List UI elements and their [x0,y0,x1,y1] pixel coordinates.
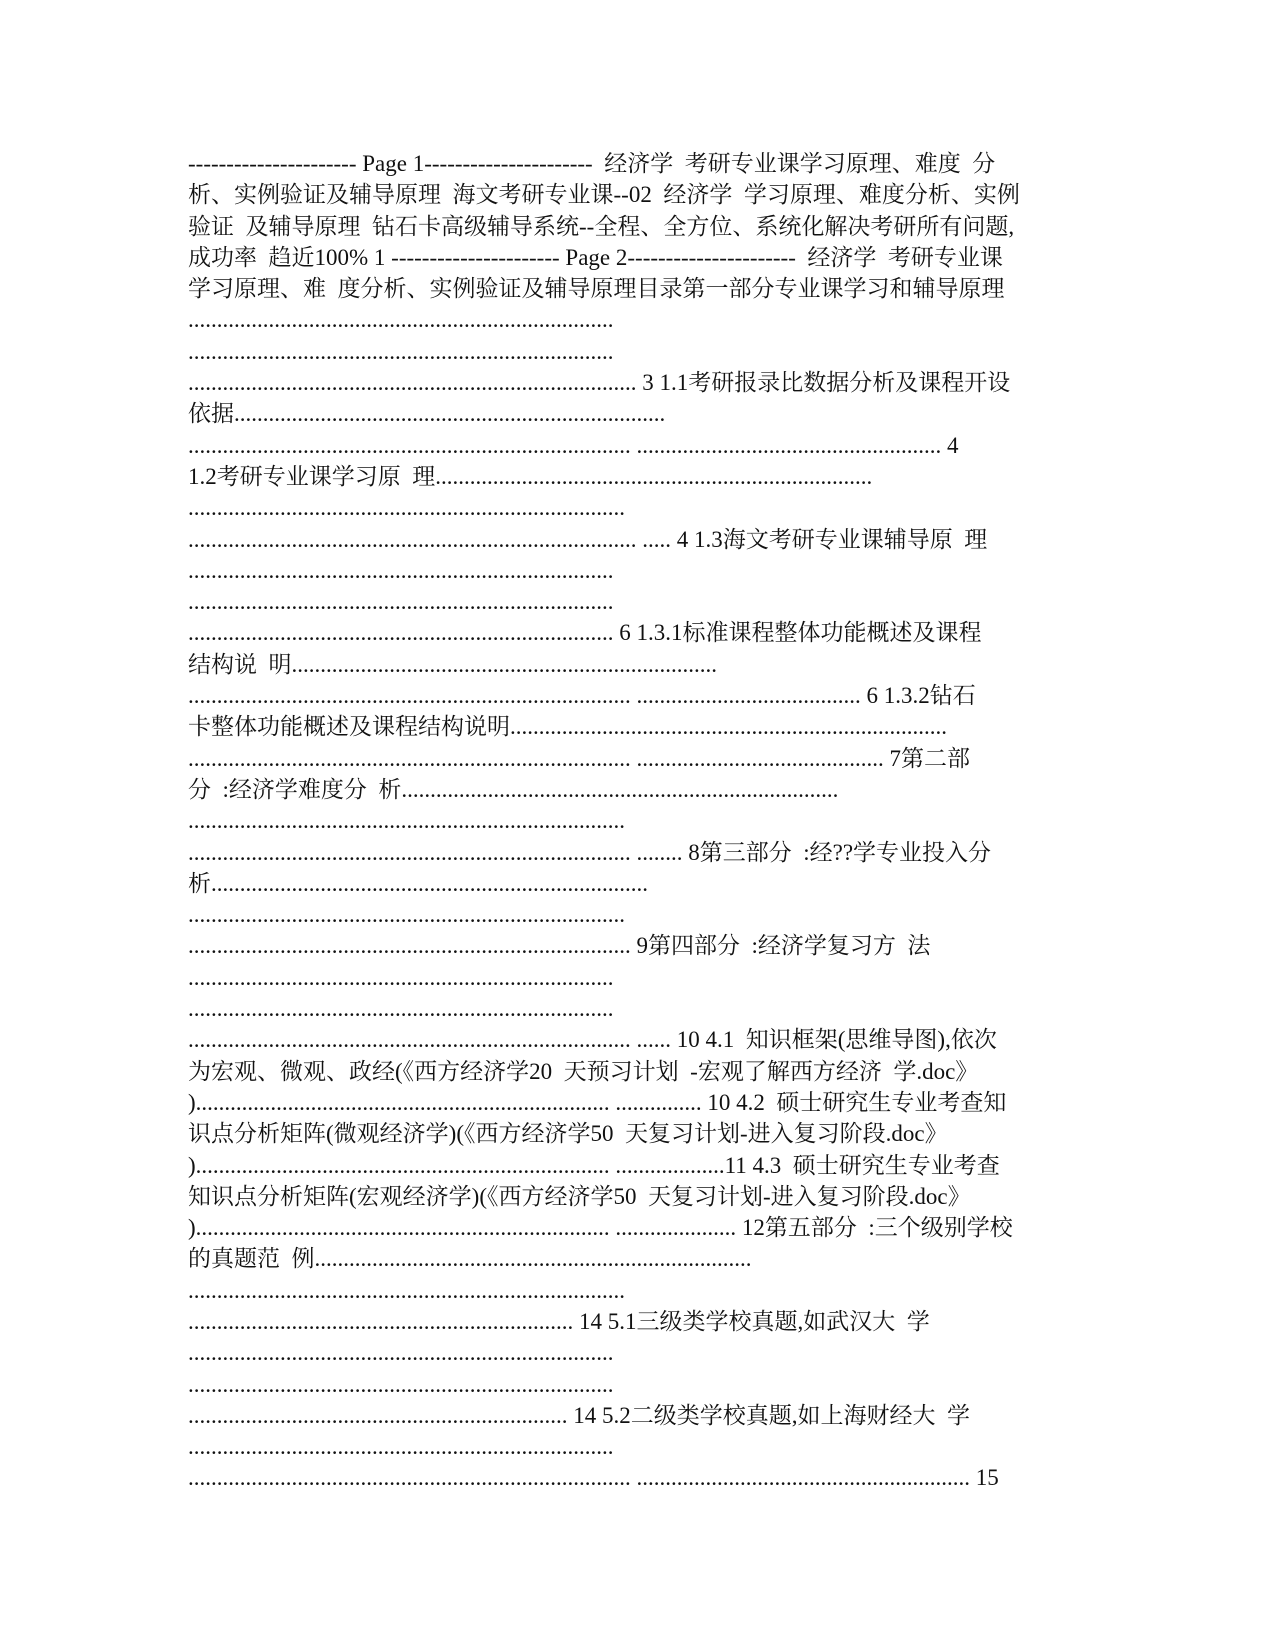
toc-entry-line: 析............................................................................ [188,870,648,896]
dotted-leader-line: .......................................................................... [188,589,614,615]
toc-entry-line: 依据........................................................................... [188,401,666,427]
toc-entry-line: ............................................................................. ........ 8第三部分 :经??学专业投入分 [188,839,992,865]
text-line: 析、实例验证及辅导原理 海文考研专业课--02 经济学 学习原理、难度分析、实例 [188,182,1020,208]
dotted-leader-line: ............................................................................ [188,902,625,928]
dotted-leader-line: ............................................................................ [188,1277,625,1303]
toc-entry-line: 知识点分析矩阵(宏观经济学)(《西方经济学50 天复习计划-进入复习阶段.doc》 [188,1183,971,1209]
toc-entry-line: 卡整体功能概述及课程结构说明............................................................................ [188,714,947,740]
toc-entry-line: .................................................................. 14 5.2二级类学校真题,如上海财经大 学 [188,1402,970,1428]
toc-entry-line: 1.2考研专业课学习原 理............................................................................ [188,463,873,489]
toc-entry-line: ............................................................................. ...... 10 4.1 知识框架(思维导图),依次 [188,1027,997,1053]
toc-entry-line: 为宏观、微观、政经(《西方经济学20 天预习计划 -宏观了解西方经济 学.doc》 [188,1058,979,1084]
dotted-leader-line: ............................................................................ [188,495,625,521]
toc-entry-line: 分 :经济学难度分 析............................................................................ [188,776,839,802]
toc-entry-line: )........................................................................ ..................... 12第五部分 :三个级别学校 [188,1215,1013,1241]
document-text [188,148,1088,1494]
text-line: ---------------------- Page 1---------------------- 经济学 考研专业课学习原理、难度 分 [188,151,996,176]
toc-entry-line: .............................................................................. ..... 4 1.3海文考研专业课辅导原 理 [188,526,988,552]
toc-entry-line: )........................................................................ ............... 10 4.2 硕士研究生专业考查知 [188,1089,1007,1115]
toc-entry-line: 结构说 明.......................................................................... [188,651,717,677]
toc-entry-line: 的真题范 例............................................................................ [188,1246,752,1272]
toc-entry-line: 识点分析矩阵(微观经济学)(《西方经济学50 天复习计划-进入复习阶段.doc》 [188,1121,948,1147]
toc-entry-line: )........................................................................ ...................11 4.3 硕士研究生专业考查 [188,1152,1000,1178]
dotted-leader-line: .......................................................................... [188,557,614,583]
dotted-leader-line: .......................................................................... [188,1340,614,1366]
toc-entry-line: ............................................................................. ........................................... 7第二部 [188,745,970,771]
dotted-leader-line: .......................................................................... [188,307,614,333]
text-line: 验证 及辅导原理 钻石卡高级辅导系统--全程、全方位、系统化解决考研所有问题, [188,213,1015,239]
toc-entry-line: ............................................................................. .......................................................... 15 [188,1465,999,1491]
dotted-leader-line: .......................................................................... [188,1371,614,1397]
toc-entry-line: .............................................................................. 3 1.1考研报录比数据分析及课程开设 [188,370,1011,396]
dotted-leader-line: .......................................................................... [188,338,614,364]
toc-entry-line: ............................................................................. ....................................... 6 1.3.2钻石 [188,683,976,709]
dotted-leader-line: .......................................................................... [188,996,614,1022]
toc-entry-line: .......................................................................... 6 1.3.1标准课程整体功能概述及课程 [188,620,982,646]
text-line: 成功率 趋近100% 1 ---------------------- Page 2---------------------- 经济学 考研专业课 [188,244,1003,270]
toc-entry-line: ................................................................... 14 5.1三级类学校真题,如武汉大 学 [188,1308,930,1334]
toc-entry-line: ............................................................................. ..................................................... 4 [188,432,959,458]
dotted-leader-line: .......................................................................... [188,1434,614,1460]
text-line: 学习原理、难 度分析、实例验证及辅导原理目录第一部分专业课学习和辅导原理 [188,276,1005,302]
dotted-leader-line: .......................................................................... [188,964,614,990]
toc-entry-line: ............................................................................. 9第四部分 :经济学复习方 法 [188,933,931,959]
dotted-leader-line: ............................................................................ [188,808,625,834]
